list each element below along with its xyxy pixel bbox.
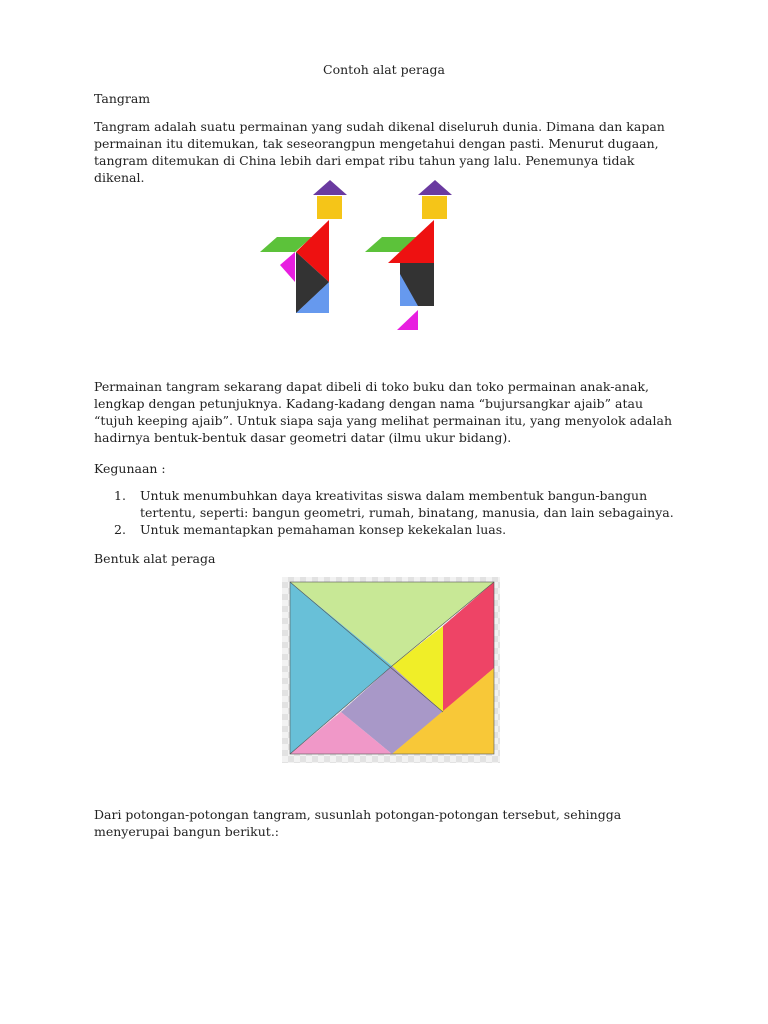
- section-heading: Tangram: [94, 91, 151, 106]
- list-number: 1.: [114, 488, 126, 503]
- piece-roof: [418, 180, 452, 195]
- second-paragraph: Permainan tangram sekarang dapat dibeli di toko buku dan toko permainan anak-anak, lengkap dengan petunjuknya. Kadang-kadang dengan nama “bujursangkar ajaib” atau “tujuh keeping ajaib”. Untuk siapa saja yang melihat permainan itu, yang menyolok adalah hadirnya bentuk-bentuk dasar geometri datar (ilmu ukur bidang).: [94, 379, 673, 445]
- uses-list: [94, 487, 674, 538]
- tangram-square-diagram: [280, 575, 502, 765]
- list-item: [94, 521, 674, 538]
- kegunaan-label: Kegunaan :: [94, 461, 166, 476]
- piece-head: [317, 196, 342, 219]
- piece-hand: [280, 252, 295, 282]
- closing-paragraph: Dari potongan-potongan tangram, susunlah potongan-potongan tersebut, sehingga menyerupai bangun berikut.:: [94, 807, 622, 839]
- piece-roof: [313, 180, 347, 195]
- tangram-figure-right: [365, 180, 452, 330]
- list-text: Untuk menumbuhkan daya kreativitas siswa dalam membentuk bangun-bangun tertentu, seperti: bangun geometri, rumah, binatang, manusia, dan lain sebagainya.: [140, 488, 674, 520]
- page-title: Contoh alat peraga: [323, 62, 445, 77]
- piece-head: [422, 196, 447, 219]
- list-text: Untuk memantapkan pemahaman konsep kekekalan luas.: [140, 522, 507, 537]
- tangram-figures-illustration: [255, 178, 455, 333]
- tangram-figure-left: [260, 180, 347, 313]
- piece-foot: [397, 310, 418, 330]
- bentuk-label: Bentuk alat peraga: [94, 551, 216, 566]
- list-item: [94, 487, 674, 521]
- list-number: 2.: [114, 522, 126, 537]
- intro-paragraph: Tangram adalah suatu permainan yang sudah dikenal diseluruh dunia. Dimana dan kapan permainan itu ditemukan, tak seseorangpun mengetahui dengan pasti. Menurut dugaan, tangram ditemukan di China lebih dari empat ribu tahun yang lalu. Penemunya tidak dikenal.: [94, 119, 665, 185]
